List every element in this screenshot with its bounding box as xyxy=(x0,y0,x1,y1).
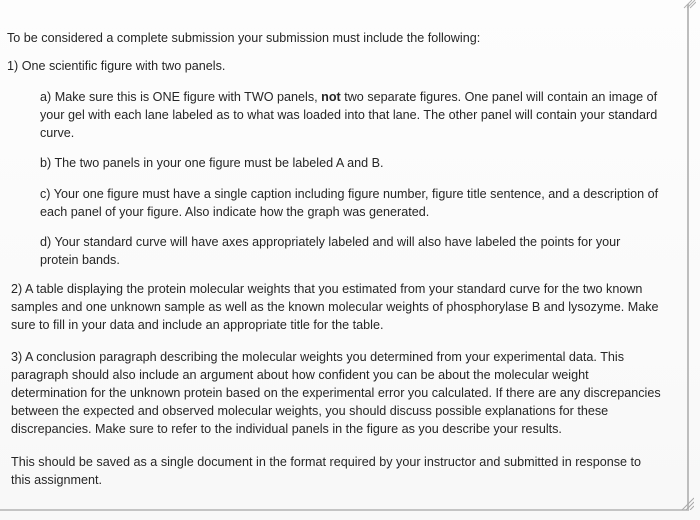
requirement-1c: c) Your one figure must have a single caption including figure number, figure title sentence, and a description of each panel of your figure. Also indicate how the graph was generated. xyxy=(40,187,659,219)
requirement-1a-emphasis: not xyxy=(321,90,341,104)
requirement-1d: d) Your standard curve will have axes appropriately labeled and will also have labeled the points for your protein bands. xyxy=(40,235,621,267)
requirement-1a-text-end: two separate figures. One panel will contain an image of your gel with each lane labeled as to what was loaded into that lane. The other panel will contain your standard curve. xyxy=(40,90,658,140)
closing-note: This should be saved as a single document in the format required by your instructor and submitted in response to this assignment. xyxy=(11,455,642,487)
requirement-1a-text-start: a) Make sure this is ONE figure with TWO panels, xyxy=(40,90,322,104)
requirement-1a xyxy=(40,88,660,142)
requirement-2: 2) A table displaying the protein molecular weights that you estimated from your standard curve for the two known samples and one unknown sample as well as the known molecular weights of phosphorylase B and lysozyme. Make sure to fill in your data and include an appropriate title for the table. xyxy=(11,282,659,332)
requirement-1: 1) One scientific figure with two panels. xyxy=(7,59,226,73)
requirement-3: 3) A conclusion paragraph describing the molecular weights you determined from your experimental data. This paragraph should also include an argument about how confident you can be about the molecular weight determination for the unknown protein based on the experimental error you calculated. If there are any discrepancies between the expected and observed molecular weights, you should discuss possible explanations for these discrepancies. Make sure to refer to the individual panels in the figure as you describe your results. xyxy=(11,350,661,436)
resize-grip-top-icon xyxy=(682,0,696,14)
requirement-1b: b) The two panels in your one figure must be labeled A and B. xyxy=(40,156,384,170)
intro-text: To be considered a complete submission your submission must include the following: xyxy=(7,31,481,45)
resize-grip-bottom-icon[interactable] xyxy=(680,496,694,510)
